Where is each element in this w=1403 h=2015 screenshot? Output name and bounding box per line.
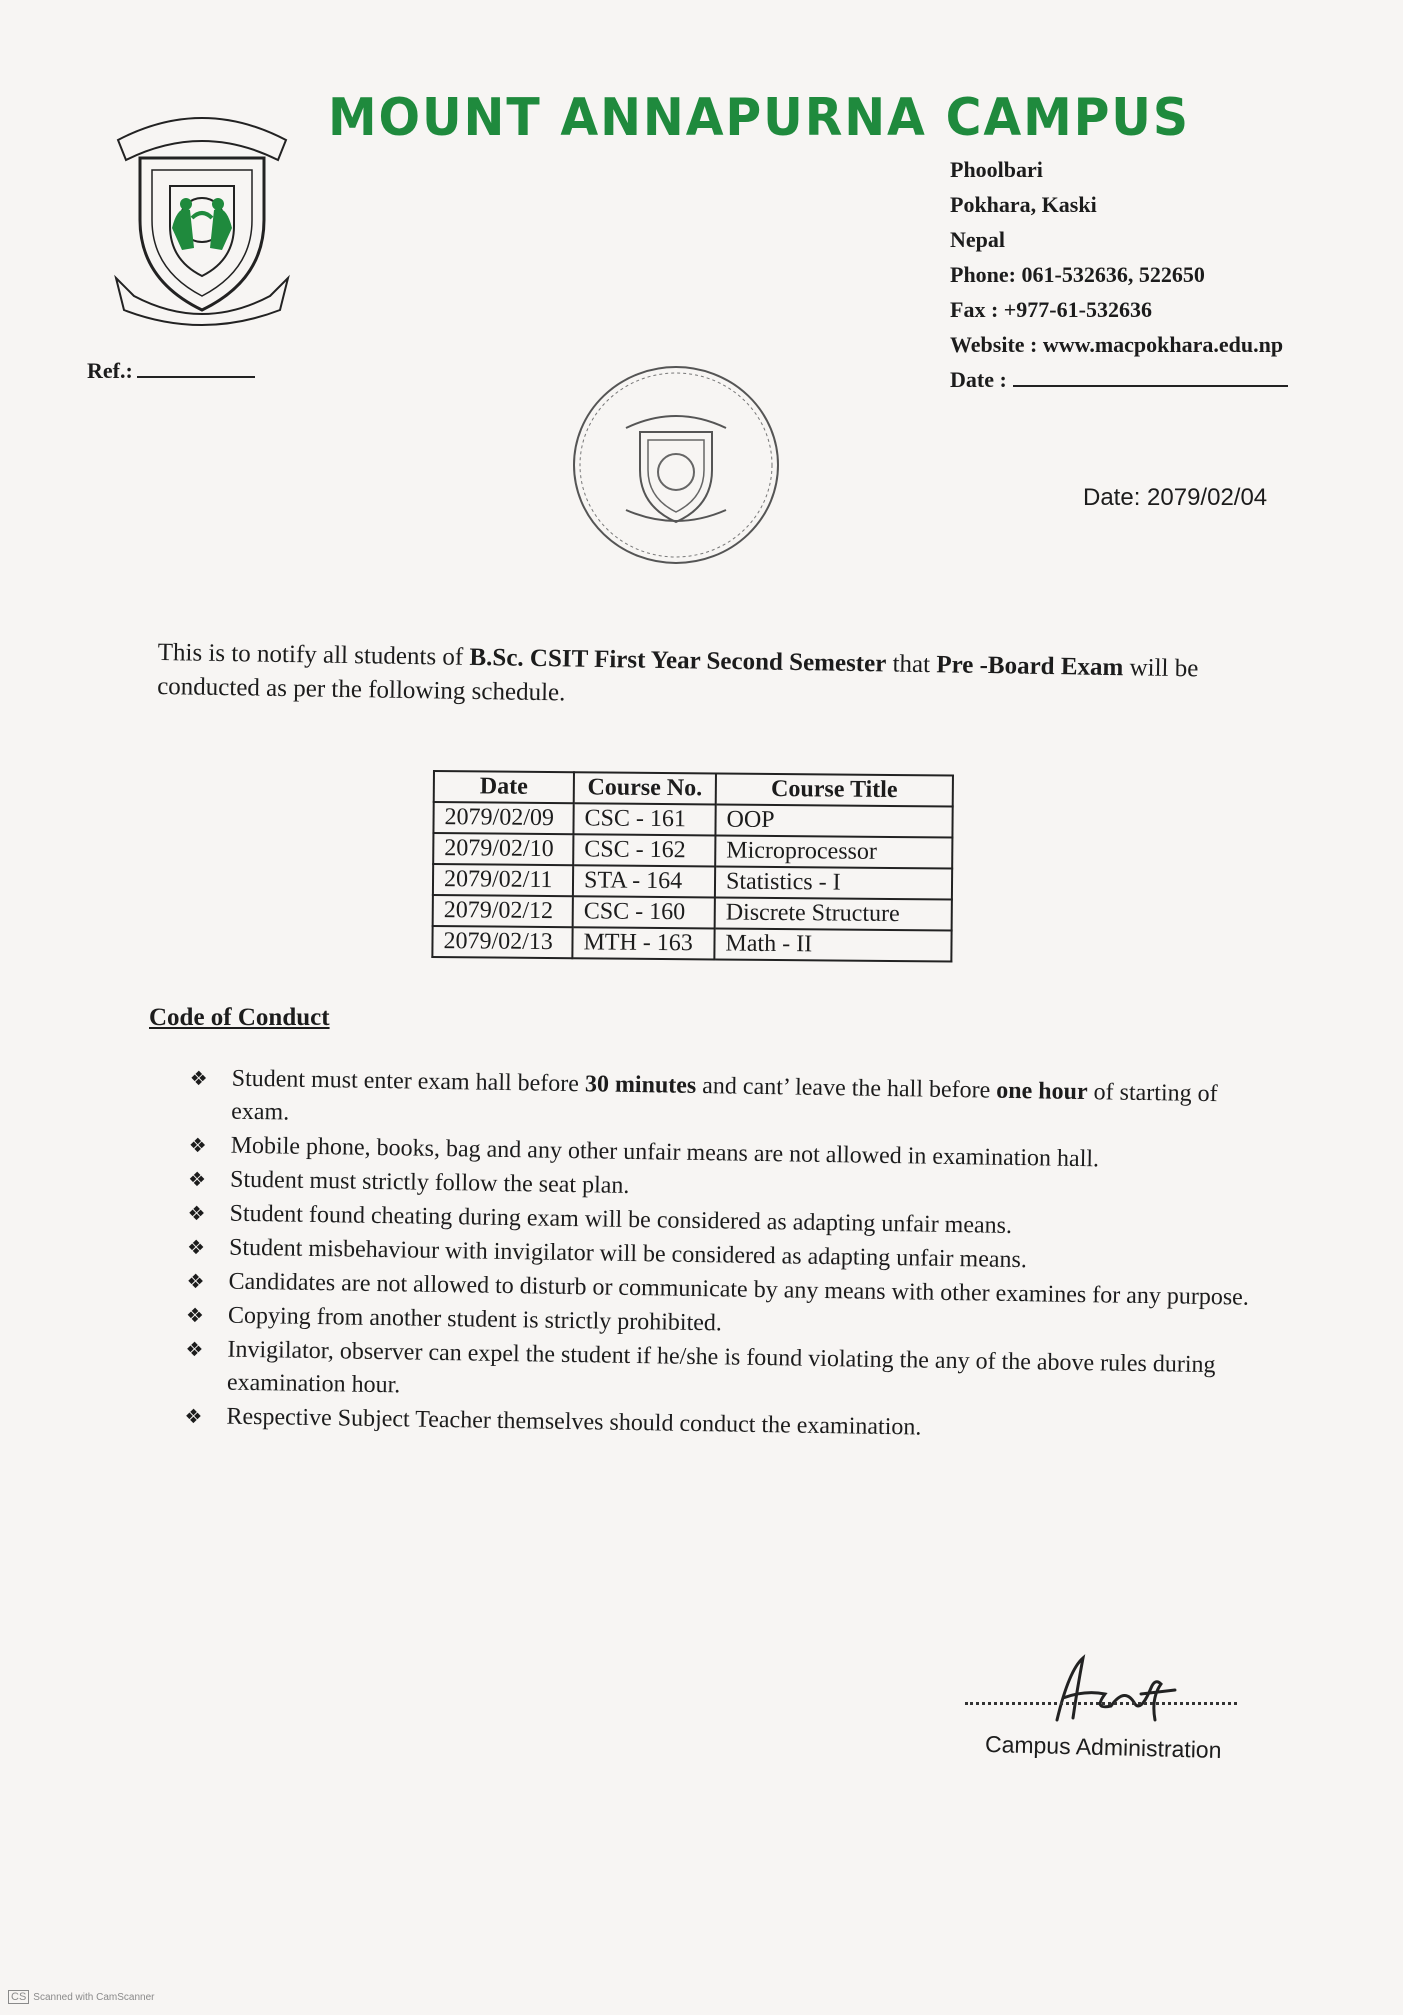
handwritten-signature-icon: [965, 1650, 1245, 1730]
exam-date-cell: 2079/02/11: [433, 864, 573, 896]
code-of-conduct-heading: Code of Conduct: [149, 1004, 330, 1031]
rule-text: Copying from another student is strictly prohibited.: [227, 1302, 723, 1337]
address-line: Phoolbari: [950, 157, 1043, 182]
diamond-bullet-icon: ❖: [187, 1200, 206, 1226]
signature-dotted-line: [965, 1702, 1237, 1705]
signature-label: Campus Administration: [984, 1730, 1222, 1764]
column-header-course-no: Course No.: [574, 772, 716, 804]
scanner-watermark: [8, 1990, 154, 2004]
notice-intro-text: This is to notify all students of: [157, 638, 464, 671]
exam-date-cell: 2079/02/09: [433, 802, 573, 834]
ref-label: Ref.:: [87, 358, 133, 383]
notice-ending-text: will be conducted as per the following schedule.: [156, 654, 1199, 707]
column-header-date: Date: [434, 771, 574, 803]
campus-logo-icon: [112, 100, 292, 330]
table-row: [433, 802, 952, 838]
campus-name: MOUNT ANNAPURNA CAMPUS: [328, 88, 1190, 148]
course-title-cell: Discrete Structure: [715, 897, 952, 930]
rule-emphasis: one hour: [996, 1077, 1088, 1106]
exam-name: Pre -Board Exam: [936, 651, 1124, 682]
table-row: [433, 895, 952, 931]
rule-text: Student must strictly follow the seat plan.: [229, 1166, 630, 1199]
header-date-field: [950, 362, 1288, 397]
phone-number: Phone: 061-532636, 522650: [950, 262, 1205, 287]
table-row: [433, 833, 952, 869]
exam-schedule: [431, 770, 954, 963]
rule-text: Candidates are not allowed to disturb or communicate by any means with other examines for any purpose.: [228, 1268, 1250, 1311]
course-no-cell: STA - 164: [573, 865, 715, 897]
date-blank-line: [1013, 385, 1288, 387]
rule-text: of starting of exam.: [231, 1079, 1218, 1126]
campus-stamp-icon: [568, 360, 784, 570]
notice-paragraph: [157, 636, 1268, 721]
diamond-bullet-icon: ❖: [189, 1065, 208, 1091]
course-title-cell: Microprocessor: [715, 835, 952, 868]
notice-connector-text: that: [892, 650, 931, 679]
rule-text: Mobile phone, books, bag and any other unfair means are not allowed in examination hall.: [230, 1132, 1100, 1173]
scanner-text: Scanned with CamScanner: [33, 1992, 155, 2003]
diamond-bullet-icon: ❖: [185, 1336, 204, 1362]
course-no-cell: CSC - 160: [573, 896, 715, 928]
website: Website : www.macpokhara.edu.np: [950, 332, 1284, 357]
rule-text: and cant’ leave the hall before: [702, 1073, 991, 1104]
diamond-bullet-icon: ❖: [184, 1403, 203, 1429]
rule-text: Student misbehaviour with invigilator will be considered as adapting unfair means.: [228, 1234, 1028, 1274]
diamond-bullet-icon: ❖: [187, 1166, 207, 1192]
address-line: Nepal: [950, 227, 1005, 252]
code-of-conduct-list: [184, 1062, 1260, 1451]
rule-text: Student must enter exam hall before: [231, 1065, 580, 1098]
exam-date-cell: 2079/02/10: [433, 833, 573, 865]
rule-emphasis: 30 minutes: [584, 1071, 697, 1099]
campus-address: [950, 152, 1288, 397]
course-title-cell: OOP: [715, 804, 952, 837]
rule-text: Invigilator, observer can expel the student if he/she is found violating the any of the above rules during examination hour.: [226, 1336, 1216, 1399]
diamond-bullet-icon: ❖: [186, 1268, 205, 1294]
header-date-label: Date :: [950, 367, 1007, 392]
table-row: [432, 926, 951, 962]
fax-number: Fax : +977-61-532636: [950, 297, 1152, 322]
course-no-cell: CSC - 161: [573, 803, 715, 835]
column-header-course-title: Course Title: [716, 773, 953, 806]
diamond-bullet-icon: ❖: [188, 1132, 207, 1158]
notice-date: Date: 2079/02/04: [1083, 484, 1268, 511]
table-header-row: [434, 771, 953, 807]
course-title-cell: Statistics - I: [715, 866, 952, 899]
exam-date-cell: 2079/02/12: [433, 895, 573, 927]
rule-text: Student found cheating during exam will be considered as adapting unfair means.: [229, 1200, 1013, 1239]
course-title-cell: Math - II: [714, 928, 951, 961]
diamond-bullet-icon: ❖: [186, 1234, 206, 1260]
course-no-cell: MTH - 163: [572, 927, 714, 959]
ref-field: [87, 358, 255, 384]
schedule-table: [431, 770, 954, 963]
exam-date-cell: 2079/02/13: [432, 926, 572, 958]
rule-text: Respective Subject Teacher themselves should conduct the examination.: [226, 1403, 922, 1441]
camscanner-icon: CS: [8, 1990, 29, 2004]
program-name: B.Sc. CSIT First Year Second Semester: [469, 643, 887, 678]
diamond-bullet-icon: ❖: [185, 1302, 205, 1328]
address-line: Pokhara, Kaski: [950, 192, 1097, 217]
course-no-cell: CSC - 162: [573, 834, 715, 866]
ref-blank-line: [137, 376, 255, 378]
table-row: [433, 864, 952, 900]
